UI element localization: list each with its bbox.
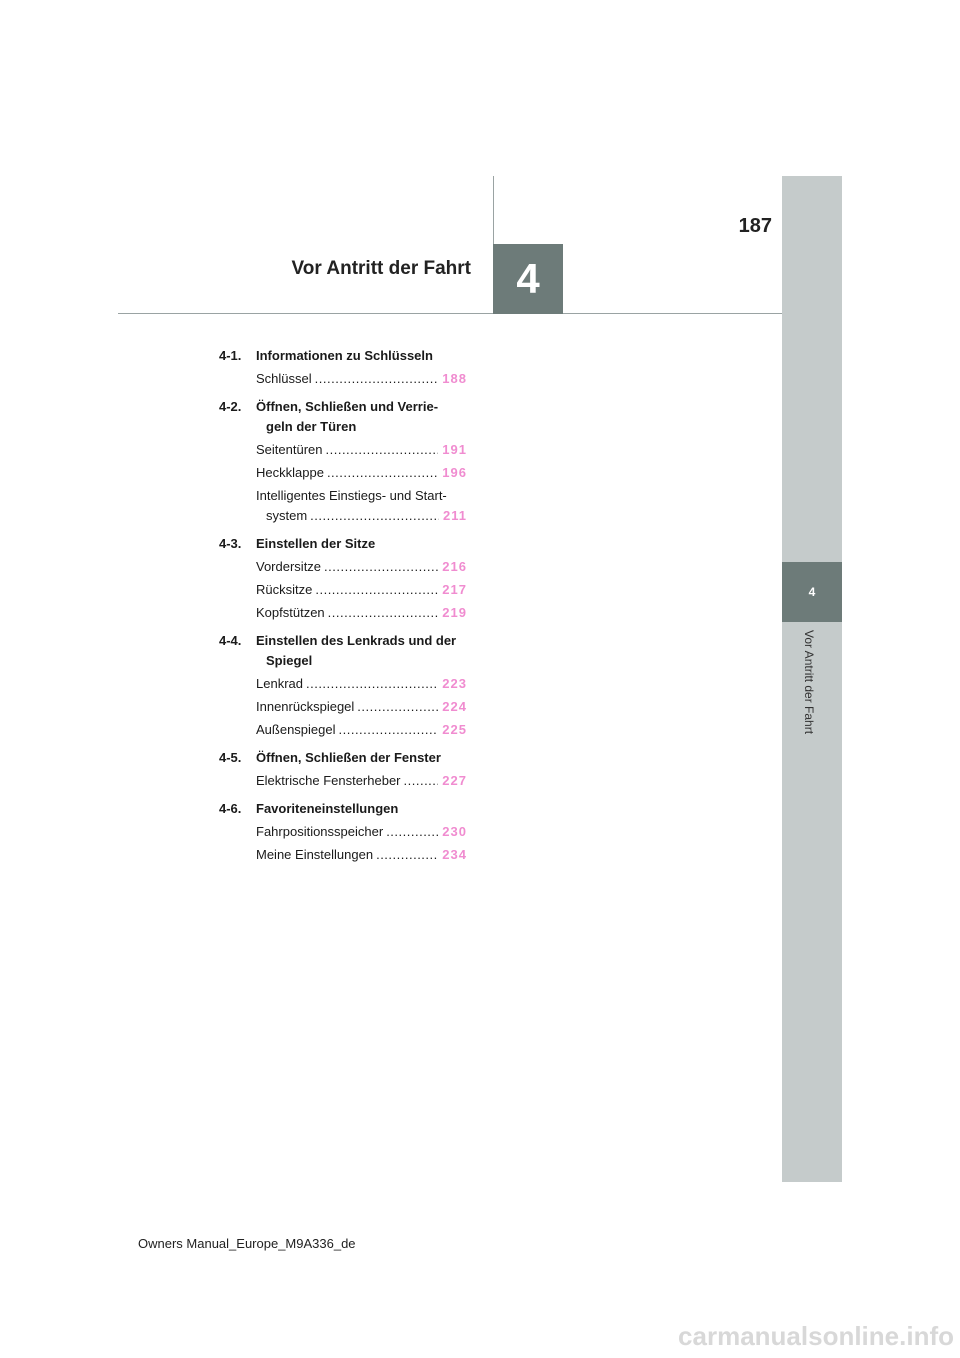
toc-entry[interactable] bbox=[256, 369, 467, 389]
toc-entry[interactable] bbox=[256, 771, 467, 791]
entry-label: Fahrpositionsspeicher bbox=[256, 824, 384, 839]
entry-label: Meine Einstellungen bbox=[256, 847, 374, 862]
chapter-title: Vor Antritt der Fahrt bbox=[291, 258, 471, 279]
section-title: Einstellen des Lenkrads und der bbox=[256, 633, 457, 648]
toc-entry[interactable] bbox=[256, 557, 467, 577]
section-title: Informationen zu Schlüsseln bbox=[256, 348, 433, 363]
page-link[interactable]: 234 bbox=[442, 847, 467, 862]
header-vertical-rule bbox=[493, 176, 494, 244]
entry-label: Kopfstützen bbox=[256, 605, 325, 620]
toc-entry[interactable] bbox=[256, 603, 467, 623]
page-number: 187 bbox=[738, 215, 772, 237]
section-title: Öffnen, Schließen und Verrie- bbox=[256, 399, 439, 414]
page-link[interactable]: 188 bbox=[442, 371, 467, 386]
section-title: Öffnen, Schließen der Fenster bbox=[256, 750, 441, 765]
entry-label: Heckklappe bbox=[256, 465, 324, 480]
toc-entry[interactable] bbox=[256, 674, 467, 694]
entry-label-cont: system bbox=[266, 508, 308, 523]
entry-label: Lenkrad bbox=[256, 676, 303, 691]
entry-label: Seitentüren bbox=[256, 442, 323, 457]
section-number: 4-1. bbox=[219, 348, 242, 363]
footer-text: Owners Manual_Europe_M9A336_de bbox=[138, 1236, 356, 1251]
table-of-contents bbox=[219, 346, 467, 865]
header-rule bbox=[118, 313, 782, 314]
toc-entry[interactable] bbox=[256, 720, 467, 740]
toc-section bbox=[219, 346, 467, 366]
entry-label: Intelligentes Einstiegs- und Start- bbox=[256, 488, 447, 503]
toc-entry[interactable] bbox=[256, 440, 467, 460]
toc-section bbox=[219, 748, 467, 768]
toc-entry[interactable] bbox=[256, 697, 467, 717]
section-title-cont: geln der Türen bbox=[266, 419, 357, 434]
toc-section bbox=[219, 631, 467, 671]
page-link[interactable]: 196 bbox=[442, 465, 467, 480]
toc-entry[interactable] bbox=[256, 486, 467, 526]
toc-entry[interactable] bbox=[256, 463, 467, 483]
page-link[interactable]: 224 bbox=[442, 699, 467, 714]
toc-section bbox=[219, 799, 467, 819]
section-title-cont: Spiegel bbox=[266, 653, 313, 668]
chapter-number: 4 bbox=[493, 244, 563, 314]
watermark: carmanualsonline.info bbox=[678, 1321, 954, 1351]
section-number: 4-4. bbox=[219, 633, 242, 648]
toc-entry[interactable] bbox=[256, 845, 467, 865]
page-link[interactable]: 216 bbox=[442, 559, 467, 574]
section-title: Einstellen der Sitze bbox=[256, 536, 376, 551]
entry-label: Außenspiegel bbox=[256, 722, 336, 737]
toc-entry[interactable] bbox=[256, 580, 467, 600]
entry-label: Innenrückspiegel bbox=[256, 699, 355, 714]
entry-label: Rücksitze bbox=[256, 582, 313, 597]
entry-label: Elektrische Fensterheber bbox=[256, 773, 401, 788]
entry-label: Schlüssel bbox=[256, 371, 312, 386]
page-link[interactable]: 217 bbox=[442, 582, 467, 597]
page-link[interactable]: 211 bbox=[443, 508, 467, 523]
page-link[interactable]: 227 bbox=[442, 773, 467, 788]
toc-section bbox=[219, 397, 467, 437]
page-link[interactable]: 223 bbox=[442, 676, 467, 691]
page-link[interactable]: 219 bbox=[442, 605, 467, 620]
page-link[interactable]: 230 bbox=[442, 824, 467, 839]
side-tab-title: Vor Antritt der Fahrt bbox=[802, 630, 816, 735]
section-number: 4-5. bbox=[219, 750, 242, 765]
section-number: 4-6. bbox=[219, 801, 242, 816]
page-link[interactable]: 225 bbox=[442, 722, 467, 737]
toc-section bbox=[219, 534, 467, 554]
section-number: 4-3. bbox=[219, 536, 242, 551]
page-link[interactable]: 191 bbox=[442, 442, 467, 457]
side-tab-number: 4 bbox=[782, 562, 842, 622]
section-title: Favoriteneinstellungen bbox=[256, 801, 399, 816]
entry-label: Vordersitze bbox=[256, 559, 322, 574]
section-number: 4-2. bbox=[219, 399, 242, 414]
toc-entry[interactable] bbox=[256, 822, 467, 842]
